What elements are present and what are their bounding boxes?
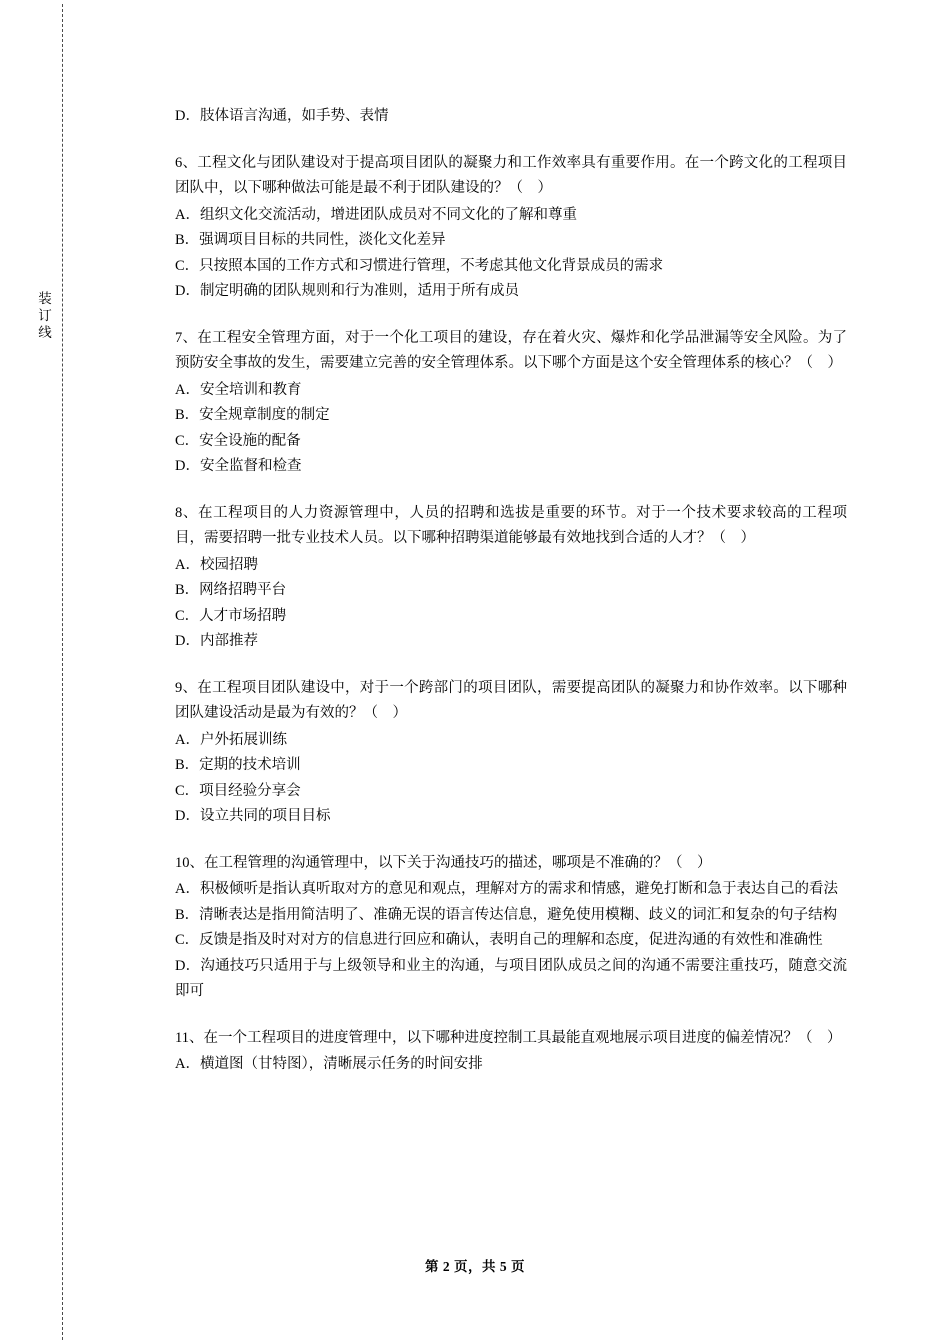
option-item: B．安全规章制度的制定 — [175, 407, 330, 423]
exam-content — [175, 104, 847, 1095]
option-item: D．设立共同的项目目标 — [175, 808, 331, 824]
option-item: B．清晰表达是指用简洁明了、准确无误的语言传达信息，避免使用模糊、歧义的词汇和复杂的句子结构 — [175, 906, 838, 923]
question-stem: 11、在一个工程项目的进度管理中，以下哪种进度控制工具最能直观地展示项目进度的偏差情况？（ ） — [175, 1029, 842, 1046]
option-item: A．校园招聘 — [175, 556, 258, 573]
binding-label — [34, 290, 56, 341]
question-block-6 — [175, 151, 847, 305]
option-item: B．网络招聘平台 — [175, 582, 287, 598]
binding-dashed-line — [62, 4, 63, 1340]
option-item: C．安全设施的配备 — [175, 432, 301, 449]
option-item: C．人才市场招聘 — [175, 607, 287, 624]
question-stem: 7、在工程安全管理方面，对于一个化工项目的建设，存在着火灾、爆炸和化学品泄漏等安全风险。为了预防安全事故的发生，需要建立完善的安全管理体系。以下哪个方面是这个安全管理体系的核心？（ ） — [175, 329, 847, 371]
carryover-option-block — [175, 104, 847, 130]
option-item: A．横道图（甘特图），清晰展示任务的时间安排 — [175, 1056, 483, 1072]
option-item: A．积极倾听是指认真听取对方的意见和观点，理解对方的需求和情感，避免打断和急于表达自己的看法 — [175, 881, 838, 897]
option-item: D．沟通技巧只适用于与上级领导和业主的沟通，与项目团队成员之间的沟通不需要注重技巧，随意交流即可 — [175, 957, 847, 999]
option-item: D．内部推荐 — [175, 633, 258, 649]
option-item: D．安全监督和检查 — [175, 458, 302, 474]
question-block-7 — [175, 326, 847, 480]
question-block-11 — [175, 1026, 847, 1078]
option-item: B．定期的技术培训 — [175, 757, 301, 773]
option-item: A．户外拓展训练 — [175, 731, 287, 748]
binding-label-char-1: 装 — [38, 291, 52, 306]
binding-label-char-3: 线 — [38, 325, 52, 340]
question-block-10 — [175, 851, 847, 1005]
question-stem: 6、工程文化与团队建设对于提高项目团队的凝聚力和工作效率具有重要作用。在一个跨文化的工程项目团队中，以下哪种做法可能是最不利于团队建设的？（ ） — [175, 154, 847, 196]
option-item: C．只按照本国的工作方式和习惯进行管理，不考虑其他文化背景成员的需求 — [175, 257, 664, 274]
binding-label-char-2: 订 — [38, 308, 52, 323]
question-block-8 — [175, 501, 847, 655]
question-block-9 — [175, 676, 847, 830]
option-item: D．肢体语言沟通，如手势、表情 — [175, 108, 389, 124]
binding-strip — [0, 0, 175, 1344]
question-stem: 9、在工程项目团队建设中，对于一个跨部门的项目团队，需要提高团队的凝聚力和协作效率。以下哪种团队建设活动是最为有效的？（ ） — [175, 679, 847, 721]
option-item: B．强调项目目标的共同性，淡化文化差异 — [175, 232, 446, 248]
option-item: C．项目经验分享会 — [175, 782, 301, 799]
question-stem: 10、在工程管理的沟通管理中，以下关于沟通技巧的描述，哪项是不准确的？（ ） — [175, 854, 712, 871]
page-footer: 第 2 页，共 5 页 — [425, 1259, 525, 1274]
question-stem: 8、在工程项目的人力资源管理中，人员的招聘和选拔是重要的环节。对于一个技术要求较高的工程项目，需要招聘一批专业技术人员。以下哪种招聘渠道能够最有效地找到合适的人才？（ ） — [175, 504, 847, 546]
option-item: A．组织文化交流活动，增进团队成员对不同文化的了解和尊重 — [175, 206, 577, 223]
option-item: C．反馈是指及时对对方的信息进行回应和确认，表明自己的理解和态度，促进沟通的有效性和准确性 — [175, 932, 823, 948]
option-item: D．制定明确的团队规则和行为准则，适用于所有成员 — [175, 283, 519, 299]
option-item: A．安全培训和教育 — [175, 381, 302, 398]
